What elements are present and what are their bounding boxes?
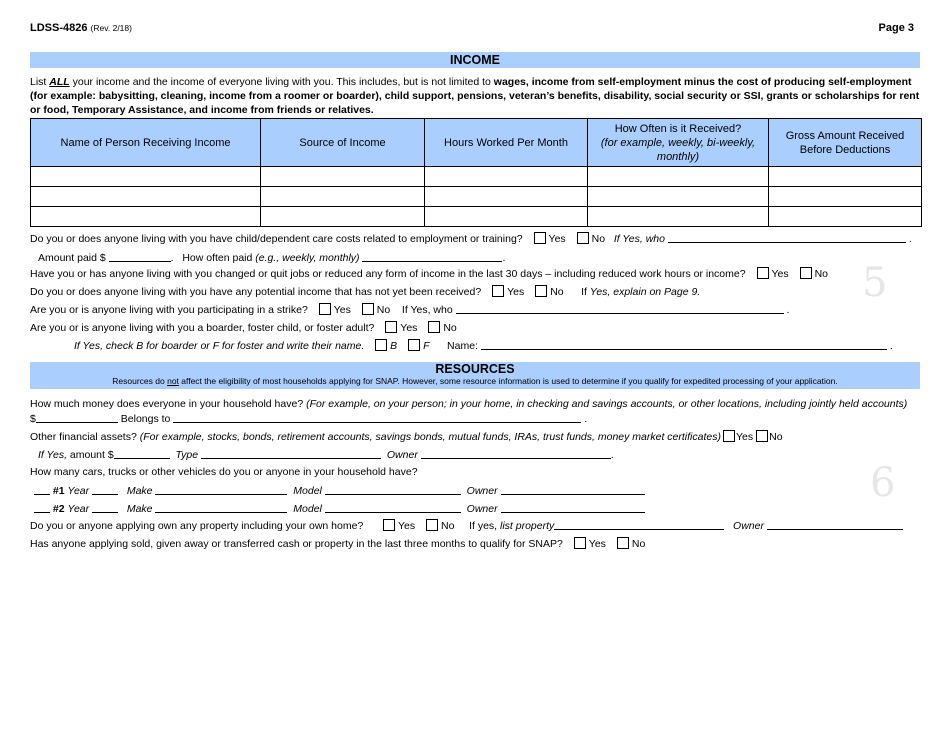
q-boarder: Are you or is anyone living with you a boarder, foster child, or foster adult? Yes No: [30, 322, 457, 334]
how-often-paid-field[interactable]: [362, 251, 502, 262]
property-no-checkbox[interactable]: [426, 519, 438, 531]
col-hours-header: Hours Worked Per Month: [425, 119, 588, 167]
table-cell[interactable]: [588, 187, 769, 207]
potential-yes-checkbox[interactable]: [492, 285, 504, 297]
vehicle-2-make-field[interactable]: [155, 502, 287, 513]
income-instructions: List ALL your income and the income of everyone living with you. This includes, but is not limited to wages, income from self-employment minus the cost of producing self-employment (for example: babysitting, cleaning, income from a roomer or boarder), child support, pensions, veteran’s benefits, disability, social security or SSI, grants or scholarships for rent or food, Temporary Assistance, and income from friends or relatives.: [30, 76, 920, 116]
watermark-6: 6: [870, 460, 896, 506]
q-property: Do you or anyone applying own any property including your own home? Yes No If yes, list property Owner: [30, 519, 903, 532]
childcare-who-field[interactable]: [668, 232, 906, 243]
watermark-5: 5: [862, 260, 888, 306]
boarder-no-checkbox[interactable]: [428, 321, 440, 333]
table-cell[interactable]: [261, 207, 425, 227]
q-amount-paid: Amount paid $ . How often paid (e.g., weekly, monthly) .: [38, 252, 506, 264]
q-strike: Are you or is anyone living with you participating in a strike? Yes No If Yes, who .: [30, 304, 790, 316]
asset-owner-field[interactable]: [421, 448, 611, 459]
vehicle-1-year-field[interactable]: [92, 484, 118, 495]
boarder-b-checkbox[interactable]: [375, 339, 387, 351]
col-frequency-header: How Often is it Received? (for example, weekly, bi-weekly, monthly): [588, 119, 769, 167]
vehicle-1-owner-field[interactable]: [501, 484, 645, 495]
strike-who-field[interactable]: [456, 303, 784, 314]
q-transferred: Has anyone applying sold, given away or transferred cash or property in the last three months to qualify for SNAP? Yes No: [30, 538, 646, 550]
strike-yes-checkbox[interactable]: [319, 303, 331, 315]
other-assets-yes-checkbox[interactable]: [723, 430, 735, 442]
q-other-assets: Other financial assets? (For example, stocks, bonds, retirement accounts, savings bonds, mutual funds, IRAs, trust funds, money market certificates) Yes No: [30, 431, 783, 443]
table-cell[interactable]: [425, 207, 588, 227]
q-childcare: Do you or does anyone living with you have child/dependent care costs related to employment or training? Yes No If Yes, who .: [30, 233, 912, 245]
transferred-no-checkbox[interactable]: [617, 537, 629, 549]
childcare-no-checkbox[interactable]: [577, 232, 589, 244]
table-row: [31, 167, 922, 187]
vehicle-2-owner-field[interactable]: [501, 502, 645, 513]
table-cell[interactable]: [588, 167, 769, 187]
col-name-header: Name of Person Receiving Income: [31, 119, 261, 167]
table-cell[interactable]: [31, 167, 261, 187]
other-assets-no-checkbox[interactable]: [756, 430, 768, 442]
vehicle-2-model-field[interactable]: [325, 502, 461, 513]
vehicle-1-model-field[interactable]: [325, 484, 461, 495]
money-amount-field[interactable]: [36, 412, 118, 423]
income-table-header: [31, 119, 922, 167]
table-cell[interactable]: [261, 167, 425, 187]
q-changed-jobs: Have you or has anyone living with you changed or quit jobs or reduced any form of income in the last 30 days – including reduced work hours or income? Yes No: [30, 268, 828, 280]
table-cell[interactable]: [588, 207, 769, 227]
q-boarder-type: If Yes, check B for boarder or F for foster and write their name. B F Name: .: [74, 340, 893, 352]
money-belongs-to-field[interactable]: [173, 412, 581, 423]
table-cell[interactable]: [769, 167, 922, 187]
table-cell[interactable]: [31, 187, 261, 207]
vehicle-row-2: #2 Year Make Model Owner: [34, 502, 645, 515]
foster-f-checkbox[interactable]: [408, 339, 420, 351]
page-number: Page 3: [878, 22, 914, 34]
form-revision: (Rev. 2/18): [90, 23, 132, 33]
income-table: [30, 118, 922, 227]
form-number: LDSS-4826 (Rev. 2/18): [30, 22, 132, 34]
property-list-field[interactable]: [554, 519, 724, 530]
table-cell[interactable]: [769, 207, 922, 227]
amount-paid-field[interactable]: [109, 251, 171, 262]
asset-type-field[interactable]: [201, 448, 381, 459]
property-yes-checkbox[interactable]: [383, 519, 395, 531]
childcare-yes-checkbox[interactable]: [534, 232, 546, 244]
table-cell[interactable]: [261, 187, 425, 207]
changed-jobs-yes-checkbox[interactable]: [757, 267, 769, 279]
vehicle-2-year-field[interactable]: [92, 502, 118, 513]
vehicle-1-make-field[interactable]: [155, 484, 287, 495]
col-gross-header: Gross Amount Received Before Deductions: [769, 119, 922, 167]
resources-section-header: [30, 362, 920, 389]
table-cell[interactable]: [425, 187, 588, 207]
income-section-header: [30, 52, 920, 68]
q-money: How much money does everyone in your household have? (For example, on your person; in your home, in checking and savings accounts, or other locations, including jointly held accounts): [30, 398, 908, 410]
resources-title: RESOURCES: [435, 362, 515, 376]
table-row: [31, 207, 922, 227]
table-cell[interactable]: [769, 187, 922, 207]
transferred-yes-checkbox[interactable]: [574, 537, 586, 549]
vehicle-2-count-field[interactable]: [34, 502, 50, 513]
boarder-yes-checkbox[interactable]: [385, 321, 397, 333]
potential-no-checkbox[interactable]: [535, 285, 547, 297]
q-money-fields: $ Belongs to .: [30, 413, 588, 425]
table-cell[interactable]: [425, 167, 588, 187]
resources-note: Resources do not affect the eligibility of most households applying for SNAP. However, some resource information is used to determine if you qualify for expedited processing of your application.: [112, 376, 838, 386]
q-potential-income: Do you or does anyone living with you have any potential income that has not yet been received? Yes No If Yes, explain on Page 9.: [30, 286, 701, 298]
q-other-assets-fields: If Yes, amount $ Type Owner .: [38, 449, 614, 461]
changed-jobs-no-checkbox[interactable]: [800, 267, 812, 279]
vehicle-1-count-field[interactable]: [34, 484, 50, 495]
strike-no-checkbox[interactable]: [362, 303, 374, 315]
table-cell[interactable]: [31, 207, 261, 227]
q-vehicles: How many cars, trucks or other vehicles do you or anyone in your household have?: [30, 466, 418, 478]
income-title: INCOME: [450, 53, 500, 67]
boarder-name-field[interactable]: [481, 339, 887, 350]
property-owner-field[interactable]: [767, 519, 903, 530]
vehicle-row-1: #1 Year Make Model Owner: [34, 484, 645, 497]
table-row: [31, 187, 922, 207]
col-source-header: Source of Income: [261, 119, 425, 167]
asset-amount-field[interactable]: [114, 448, 170, 459]
